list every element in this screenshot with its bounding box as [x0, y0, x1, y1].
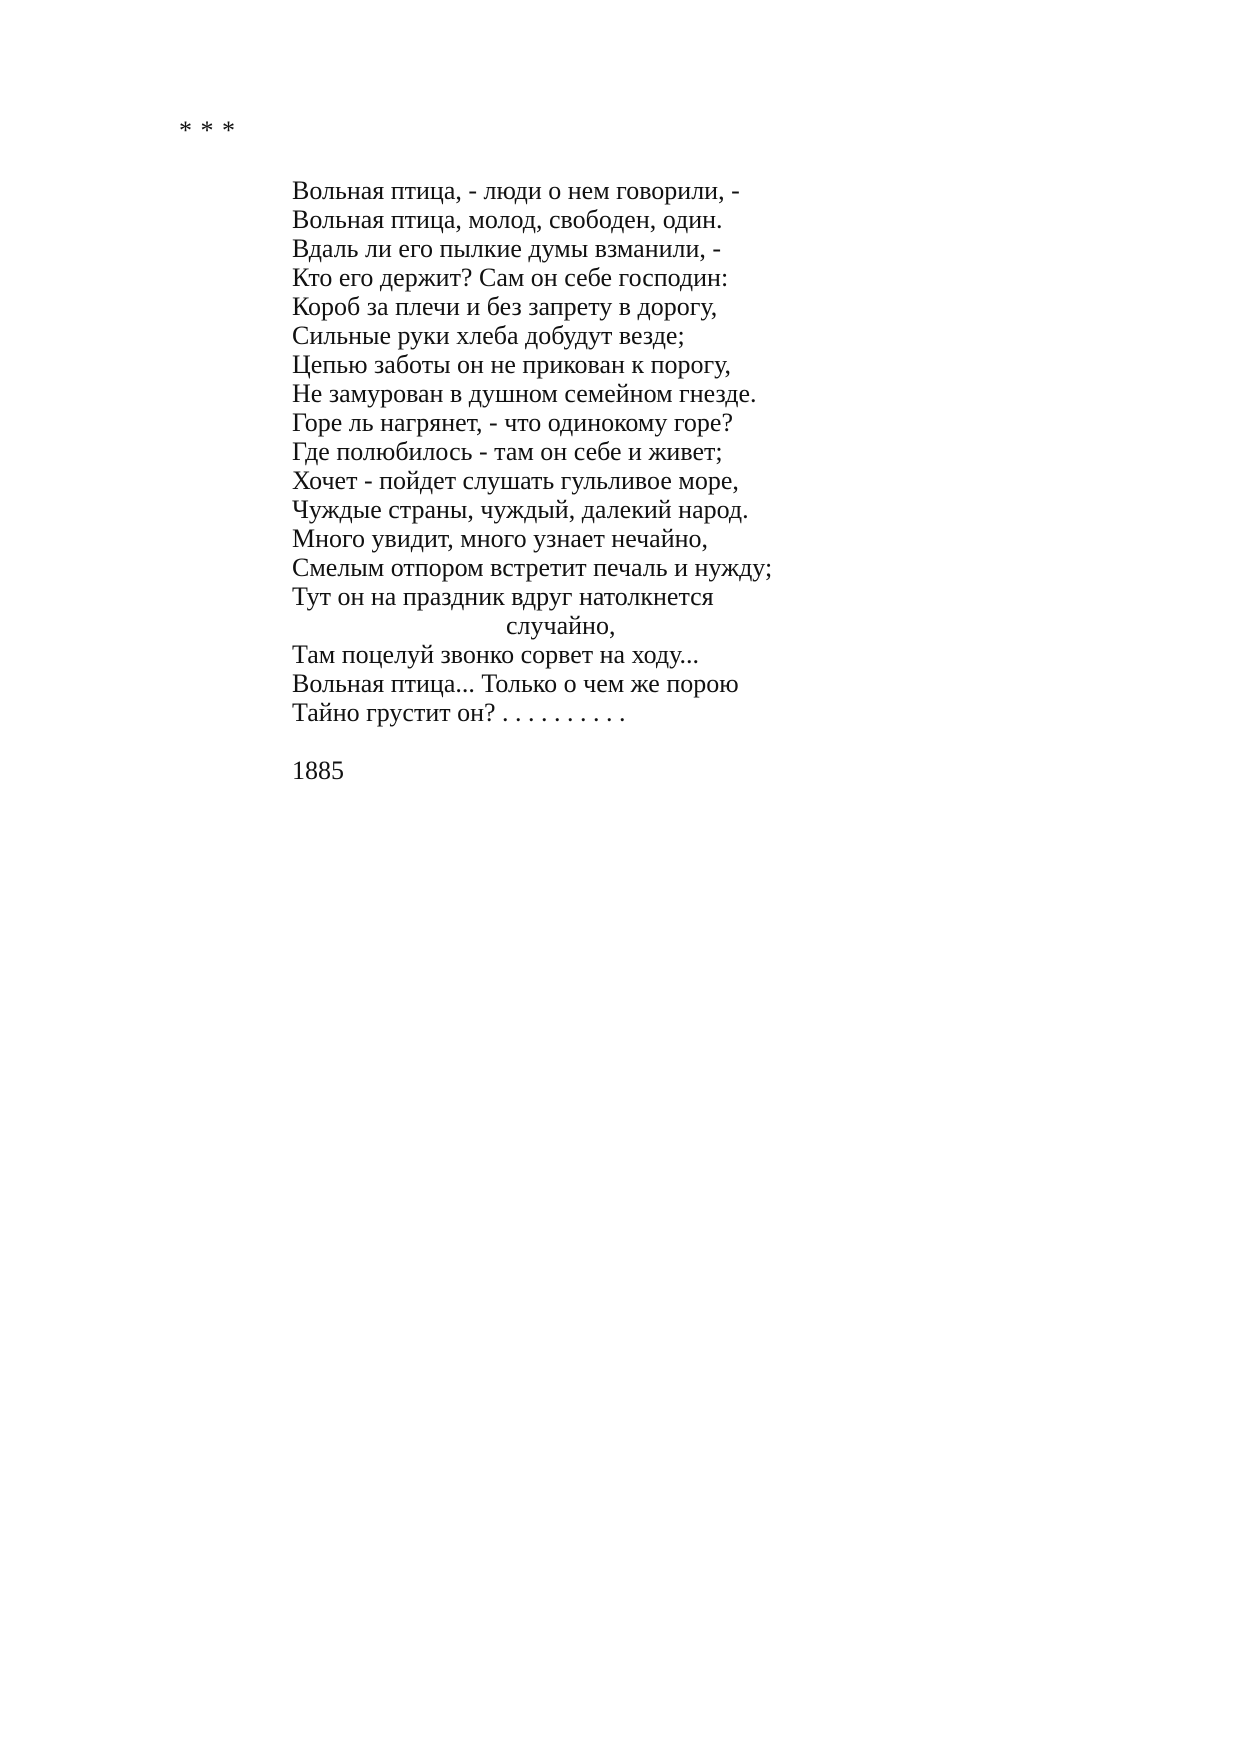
poem-line: Много увидит, много узнает нечайно, [292, 524, 709, 553]
poem-line: Цепью заботы он не прикован к порогу, [292, 350, 732, 379]
section-separator: * * * [179, 116, 236, 145]
poem-line: Сильные руки хлеба добудут везде; [292, 321, 685, 350]
poem-line: Не замурован в душном семейном гнезде. [292, 379, 757, 408]
poem-line: Вольная птица... Только о чем же порою [292, 669, 739, 698]
poem-line: Горе ль нагрянет, - что одинокому горе? [292, 408, 733, 437]
poem-line-continuation: случайно, [506, 611, 616, 640]
poem-line: Где полюбилось - там он себе и живет; [292, 437, 723, 466]
poem-line: Тайно грустит он? . . . . . . . . . . [292, 698, 626, 727]
poem-line: Вдаль ли его пылкие думы взманили, - [292, 234, 722, 263]
poem-line: Там поцелуй звонко сорвет на ходу... [292, 640, 699, 669]
poem-line: Вольная птица, - люди о нем говорили, - [292, 176, 740, 205]
poem-line: Чуждые страны, чуждый, далекий народ. [292, 495, 749, 524]
poem-body [292, 176, 1112, 727]
poem-line: Тут он на праздник вдруг натолкнется [292, 582, 714, 611]
poem-year: 1885 [292, 756, 344, 785]
poem-line: Короб за плечи и без запрету в дорогу, [292, 292, 718, 321]
poem-line: Кто его держит? Сам он себе господин: [292, 263, 729, 292]
poem-line: Вольная птица, молод, свободен, один. [292, 205, 723, 234]
poem-line: Смелым отпором встретит печаль и нужду; [292, 553, 773, 582]
poem-line: Хочет - пойдет слушать гульливое море, [292, 466, 739, 495]
